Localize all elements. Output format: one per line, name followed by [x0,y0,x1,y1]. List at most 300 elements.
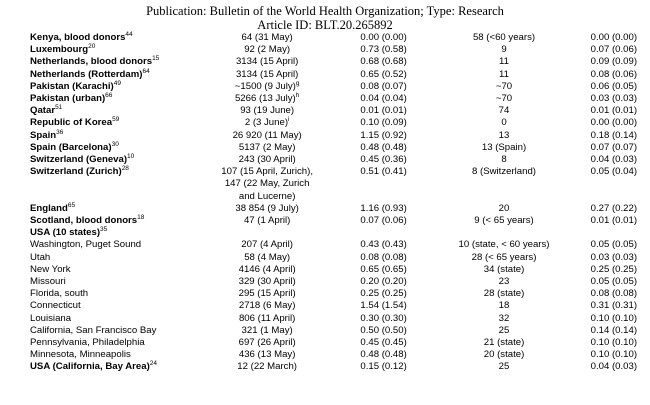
country-label: Spain (Barcelona) [30,141,112,153]
table-row [30,203,650,215]
table-body [30,32,650,374]
table-cell [337,203,430,215]
country-label: Scotland, blood donors [30,215,138,227]
reference-superscript: 20 [88,43,96,51]
cell-value: 38 854 (9 July) [235,202,299,214]
table-cell [578,56,650,68]
table-cell [337,69,430,81]
reference-superscript: 15 [152,55,160,63]
cell-value: 2 (3 June) [244,117,289,129]
cell-value: 0.73 (0.58) [360,44,407,56]
cell-value: 0.48 (0.48) [360,141,407,153]
table-row [30,166,650,178]
row-label [30,215,197,227]
table-cell [430,203,577,215]
row-label [30,300,197,312]
table-cell [430,337,577,349]
table-cell [578,203,650,215]
table-cell [337,252,430,264]
country-label: Connecticut [30,300,81,312]
table-cell [578,130,650,142]
cell-value: 0.08 (0.08) [590,288,638,300]
table-cell [578,191,650,203]
cell-value: 0.15 (0.12) [360,361,407,373]
cell-value: 2718 (6 May) [238,300,296,312]
country-label: Pakistan (urban) [30,93,106,105]
table-cell [430,69,577,81]
row-label [30,178,197,190]
cell-value: 0.45 (0.45) [360,337,407,349]
cell-value: 0.01 (0.01) [590,105,638,117]
table-row [30,300,650,312]
table-cell [337,81,430,93]
table-cell [578,32,650,44]
table-cell [430,227,577,239]
table-cell [197,276,336,288]
cell-value: 0.00 (0.00) [590,32,638,43]
cell-value: and Lucerne) [238,190,296,202]
reference-superscript: 66 [105,92,113,100]
cell-value: ~70 [495,93,513,105]
table-cell [197,44,336,56]
cell-value: 0 [501,117,507,129]
table-cell [337,93,430,105]
table-cell [337,300,430,312]
table-cell [337,32,430,44]
table-cell [337,191,430,203]
row-label [30,276,197,288]
country-label: Switzerland (Zurich) [30,166,122,178]
table-cell [197,105,336,117]
cell-value: 321 (1 May) [241,324,293,336]
article-id: Article ID: BLT.20.265892 [257,18,393,32]
table-row [30,93,650,105]
cell-value: 4146 (4 April) [238,263,296,275]
cell-value: 0.50 (0.50) [360,324,407,336]
cell-value: 0.10 (0.10) [590,349,638,361]
publication-header: Publication: Bulletin of the World Health Organization; Type: Research [146,4,504,18]
table-cell [197,142,336,154]
cell-value: 0.20 (0.20) [360,276,407,288]
table-cell [197,178,336,190]
table-cell [430,349,577,361]
row-label [30,239,197,251]
cell-value: 8 (Switzerland) [472,166,536,178]
table-row [30,44,650,56]
table-cell [430,313,577,325]
country-label: Switzerland (Geneva) [30,154,128,166]
row-label [30,32,197,44]
row-label [30,117,197,129]
table-cell [337,349,430,361]
table-cell [578,178,650,190]
cell-value: 20 (state) [483,349,525,361]
cell-value: 0.08 (0.08) [360,251,407,263]
table-cell [337,166,430,178]
row-label [30,203,197,215]
table-cell [430,32,577,44]
cell-value: 0.01 (0.01) [360,105,407,117]
table-cell [197,239,336,251]
cell-value: 28 (state) [483,288,525,300]
cell-value: 0.04 (0.04) [360,93,407,105]
table-cell [430,276,577,288]
cell-value: ~70 [495,80,513,92]
cell-value: 5266 (13 July) [234,93,296,105]
reference-superscript: 30 [111,140,119,148]
cell-value: 0.05 (0.05) [590,276,638,288]
row-label [30,81,197,93]
reference-superscript: 28 [121,165,129,173]
table-cell [430,93,577,105]
table-cell [197,56,336,68]
cell-value: 1.54 (1.54) [360,300,407,312]
cell-value: 10 (state, < 60 years) [458,239,550,251]
reference-superscript: 51 [55,104,63,112]
reference-superscript: 36 [56,128,64,136]
table-row [30,130,650,142]
table-cell [337,44,430,56]
table-row [30,361,650,373]
table-row [30,264,650,276]
table-cell [197,227,336,239]
cell-value: 64 (31 May) [241,32,293,43]
table-cell [430,264,577,276]
country-label: Netherlands (Rotterdam) [30,68,143,80]
table-cell [578,215,650,227]
table-cell [197,203,336,215]
row-label [30,142,197,154]
table-cell [337,130,430,142]
cell-value: 0.09 (0.09) [590,56,638,68]
table-cell [197,191,336,203]
reference-superscript: 64 [142,67,150,75]
table-row [30,337,650,349]
country-label: Washington, Puget Sound [30,239,142,251]
table-cell [337,276,430,288]
table-cell [578,93,650,105]
table-cell [430,288,577,300]
cell-value: 147 (22 May, Zurich [224,178,310,190]
table-cell [578,239,650,251]
table-cell [430,56,577,68]
cell-value: 92 (2 May) [244,44,291,56]
country-label: Republic of Korea [30,117,113,129]
table-cell [337,154,430,166]
country-label: Louisiana [30,312,72,324]
table-cell [197,154,336,166]
cell-value: 207 (4 April) [241,239,294,251]
data-table [30,32,650,374]
table-row [30,239,650,251]
cell-value: 18 [498,300,510,312]
table-cell [578,313,650,325]
reference-superscript: 24 [149,360,158,368]
cell-value: 0.07 (0.06) [590,44,638,56]
row-label [30,44,197,56]
table-cell [430,154,577,166]
reference-superscript: 65 [67,201,76,209]
table-cell [430,44,577,56]
table-cell [337,337,430,349]
cell-value: 0.31 (0.31) [590,300,638,312]
country-label: Florida, south [30,288,89,300]
table-cell [337,105,430,117]
table-cell [197,130,336,142]
table-row [30,191,650,203]
country-label: Kenya, blood donors [30,32,126,43]
table-cell [337,142,430,154]
table-row [30,227,650,239]
cell-value: 3134 (15 April) [235,56,299,68]
row-label [30,349,197,361]
cell-value: 1.15 (0.92) [360,129,407,141]
cell-value: 34 (state) [483,263,525,275]
cell-value: 0.51 (0.41) [360,166,407,178]
table-row [30,349,650,361]
cell-value: 5137 (2 May) [238,141,296,153]
table-cell [578,264,650,276]
cell-value: 0.00 (0.00) [590,117,638,129]
cell-value: 25 [498,324,510,336]
cell-value: 0.30 (0.30) [360,312,407,324]
cell-value: 329 (30 April) [238,276,296,288]
cell-value: 0.03 (0.03) [590,251,638,263]
cell-value: 0.27 (0.22) [590,202,638,214]
row-label [30,361,197,373]
table-cell [430,142,577,154]
row-label [30,325,197,337]
cell-value: 58 (<60 years) [472,32,536,43]
country-label: Missouri [30,276,66,288]
reference-superscript: 59 [112,116,120,124]
table-cell [337,56,430,68]
table-cell [430,325,577,337]
table-cell [430,166,577,178]
table-row [30,325,650,337]
table-row [30,252,650,264]
table-cell [578,69,650,81]
cell-value: 0.65 (0.52) [360,68,407,80]
cell-value: 8 [501,154,507,166]
table-cell [430,105,577,117]
cell-value: 0.10 (0.09) [360,117,407,129]
table-row [30,69,650,81]
cell-value: ~1500 (9 July) [234,80,296,92]
cell-value: 0.04 (0.03) [590,154,638,166]
cell-value: 93 (19 June) [240,105,295,117]
row-label [30,252,197,264]
table-row [30,313,650,325]
table-cell [430,215,577,227]
table-cell [337,117,430,129]
table-cell [430,81,577,93]
cell-value: 107 (15 April, Zurich), [221,166,313,178]
table-cell [578,349,650,361]
table-cell [197,313,336,325]
table-cell [197,117,336,129]
table-row [30,288,650,300]
table-cell [578,325,650,337]
cell-value: 9 (< 65 years) [474,215,534,227]
table-cell [197,252,336,264]
table-cell [578,166,650,178]
cell-value: 11 [499,68,509,80]
table-cell [197,32,336,44]
row-label [30,288,197,300]
cell-value: 12 (22 March) [237,361,297,373]
cell-value: 9 [501,44,507,56]
cell-value: 32 [498,312,510,324]
table-cell [578,142,650,154]
cell-value: 697 (26 April) [238,337,296,349]
country-label: USA (10 states) [30,227,101,239]
table-cell [197,69,336,81]
country-label: Luxembourg [30,44,89,56]
cell-value: 0.08 (0.07) [360,80,407,92]
cell-value: 1.16 (0.93) [360,202,407,214]
footnote-superscript: h [295,92,300,100]
reference-superscript: 44 [125,31,133,38]
country-label: Pennsylvania, Philadelphia [30,337,145,349]
table-cell [578,252,650,264]
table-cell [430,117,577,129]
reference-superscript: 49 [113,79,121,87]
country-label: Minnesota, Minneapolis [30,349,131,361]
cell-value: 0.65 (0.65) [360,263,407,275]
table-cell [337,239,430,251]
table-cell [337,178,430,190]
row-label [30,227,197,239]
cell-value: 0.08 (0.06) [590,68,638,80]
row-label [30,56,197,68]
cell-value: 47 (1 April) [243,215,291,227]
table-row [30,117,650,129]
country-label: USA (California, Bay Area) [30,361,150,373]
table-cell [430,300,577,312]
reference-superscript: 10 [127,153,135,161]
cell-value: 295 (15 April) [238,288,296,300]
table-cell [337,227,430,239]
cell-value: 13 [498,129,510,141]
cell-value: 23 [498,276,510,288]
table-cell [337,264,430,276]
cell-value: 0.25 (0.25) [590,263,638,275]
table-cell [337,325,430,337]
table-cell [578,288,650,300]
table-cell [430,178,577,190]
table-cell [197,264,336,276]
cell-value: 0.48 (0.48) [360,349,407,361]
table-row [30,215,650,227]
country-label: California, San Francisco Bay [30,324,157,336]
row-label [30,166,197,178]
table-cell [430,252,577,264]
cell-value: 0.43 (0.43) [360,239,407,251]
cell-value: 243 (30 April) [238,154,296,166]
row-label [30,337,197,349]
table-row [30,178,650,190]
table-row [30,105,650,117]
cell-value: 0.01 (0.01) [590,215,638,227]
table-cell [197,337,336,349]
table-cell [578,154,650,166]
table-cell [337,215,430,227]
cell-value: 0.68 (0.68) [360,56,407,68]
table-cell [578,300,650,312]
cell-value: 21 (state) [483,337,525,349]
cell-value: 0.25 (0.25) [360,288,407,300]
cell-value: 0.06 (0.05) [590,80,638,92]
cell-value: 0.10 (0.10) [590,337,638,349]
table-cell [578,117,650,129]
row-label [30,191,197,203]
cell-value: 0.03 (0.03) [590,93,638,105]
cell-value: 806 (11 April) [238,312,296,324]
table-cell [197,81,336,93]
cell-value: 28 (< 65 years) [471,251,537,263]
reference-superscript: 18 [137,214,145,222]
table-row [30,142,650,154]
table-cell [197,361,336,373]
table-cell [578,227,650,239]
table-cell [337,361,430,373]
table-cell [337,313,430,325]
cell-value: 58 (4 May) [244,251,291,263]
table-row [30,56,650,68]
country-label: Utah [30,251,51,263]
table-cell [578,276,650,288]
table-cell [197,325,336,337]
cell-value: 0.05 (0.04) [590,166,638,178]
table-cell [197,93,336,105]
cell-value: 74 [498,105,510,117]
footnote-superscript: i [288,116,290,124]
table-cell [430,191,577,203]
cell-value: 13 (Spain) [481,141,527,153]
cell-value: 0.07 (0.06) [360,215,407,227]
country-label: Netherlands, blood donors [30,56,153,68]
row-label [30,154,197,166]
table-cell [578,44,650,56]
cell-value: 0.00 (0.00) [360,32,407,43]
table-cell [197,349,336,361]
table-cell [578,361,650,373]
table-cell [578,105,650,117]
country-label: New York [30,263,71,275]
table-cell [430,239,577,251]
table-row [30,276,650,288]
country-label: Qatar [30,105,56,117]
table-row [30,81,650,93]
table-cell [197,166,336,178]
table-cell [578,337,650,349]
table-cell [197,300,336,312]
cell-value: 0.07 (0.07) [590,141,638,153]
country-label: Pakistan (Karachi) [30,80,114,92]
table-cell [430,130,577,142]
reference-superscript: 35 [100,226,108,234]
table-cell [197,215,336,227]
cell-value: 25 [498,361,510,373]
cell-value: 0.14 (0.14) [590,324,638,336]
cell-value: 0.04 (0.03) [590,361,638,373]
table-cell [578,81,650,93]
table-cell [197,288,336,300]
cell-value: 3134 (15 April) [235,68,299,80]
cell-value: 20 [498,202,510,214]
cell-value: 436 (13 May) [238,349,296,361]
